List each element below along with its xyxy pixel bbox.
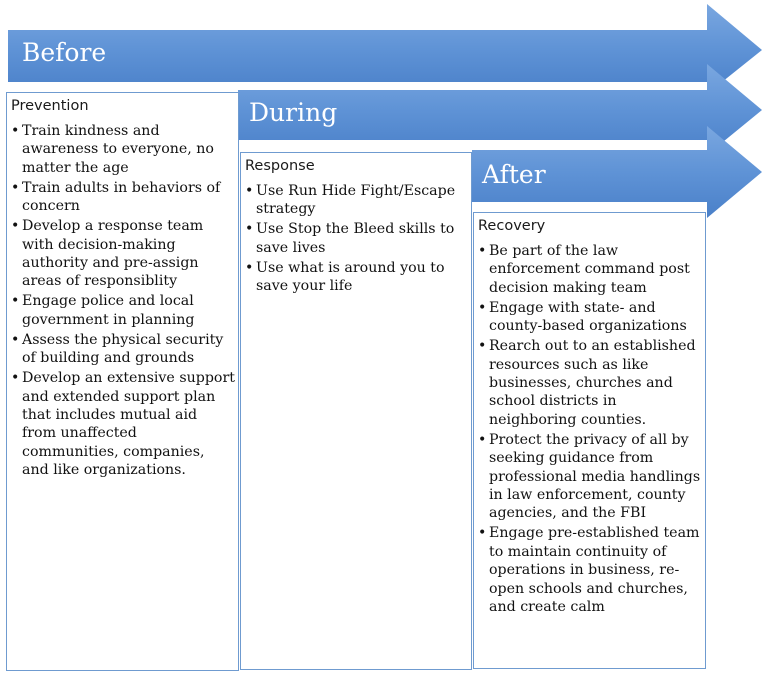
- after-label: After: [482, 160, 546, 189]
- list-item: • Rearch out to an established resources such as like businesses, churches and school districts in neighboring counties.: [478, 338, 696, 428]
- recovery-title: Recovery: [478, 218, 546, 234]
- list-item: • Be part of the law enforcement command post decision making team: [478, 243, 690, 296]
- list-item: • Use Stop the Bleed skills to save lives: [245, 221, 455, 256]
- during-label: During: [249, 98, 338, 127]
- recovery-list: [478, 242, 702, 617]
- prevention-title: Prevention: [11, 98, 89, 114]
- list-item: • Engage with state- and county-based organizations: [478, 299, 687, 335]
- response-title: Response: [245, 158, 315, 174]
- recovery-box: [473, 212, 706, 669]
- list-item: • Develop a response team with decision-making authority and pre-assign areas of responsiblity: [11, 218, 204, 290]
- list-item: • Assess the physical security of building and grounds: [11, 331, 224, 367]
- response-list: [245, 182, 468, 296]
- list-item: • Train kindness and awareness to everyone, no matter the age: [11, 123, 214, 176]
- response-box: [240, 152, 472, 670]
- before-label: Before: [22, 38, 107, 67]
- list-item: • Train adults in behaviors of concern: [11, 179, 221, 215]
- list-item: • Engage police and local government in planning: [11, 293, 195, 328]
- prevention-list: [11, 122, 235, 480]
- list-item: • Develop an extensive support and extended support plan that includes mutual aid from unaffected communities, companies, and like organizations.: [11, 370, 235, 479]
- list-item: • Engage pre-established team to maintain continuity of operations in business, re-open schools and churches, and create calm: [478, 525, 700, 616]
- prevention-box: [6, 92, 239, 671]
- list-item: • Protect the privacy of all by seeking guidance from professional media handlings in law enforcement, county agencies, and the FBI: [478, 431, 701, 522]
- list-item: • Use what is around you to save your life: [245, 259, 445, 295]
- before-arrow: [8, 4, 762, 94]
- list-item: • Use Run Hide Fight/Escape strategy: [245, 183, 456, 218]
